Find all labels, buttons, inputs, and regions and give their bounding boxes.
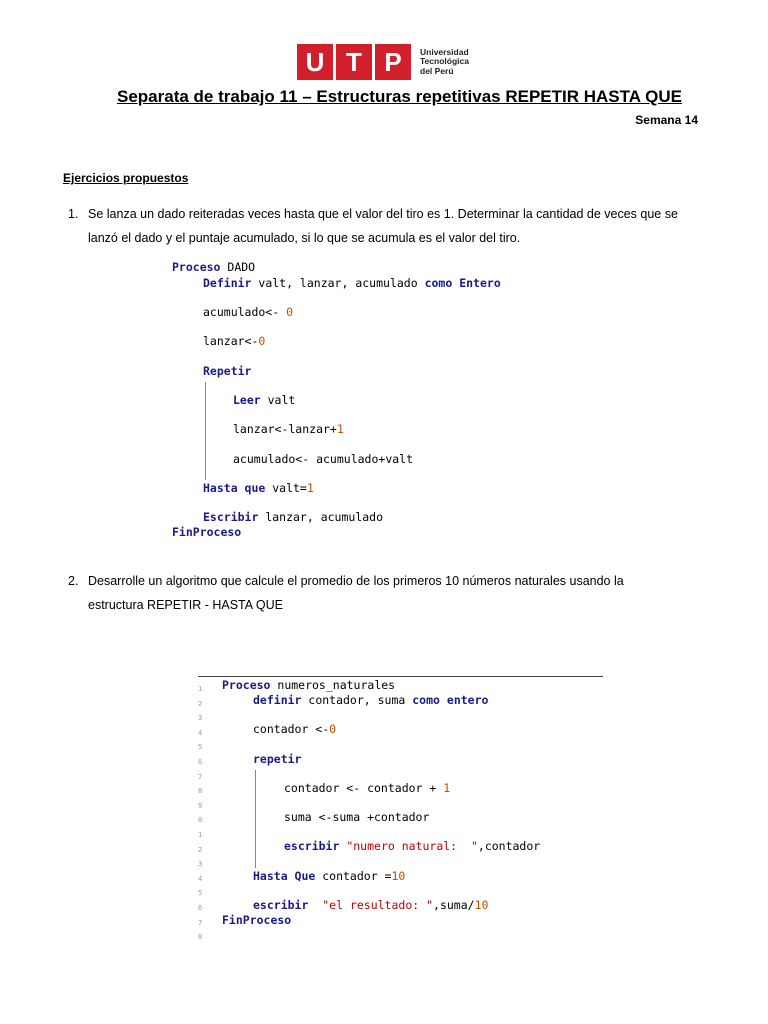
code-line: Escribir lanzar, acumulado bbox=[203, 510, 384, 524]
line-number: 3 bbox=[198, 714, 203, 723]
section-heading: Ejercicios propuestos bbox=[63, 171, 189, 185]
code-line: definir contador, suma como entero bbox=[253, 693, 489, 707]
exercise-line: estructura REPETIR - HASTA QUE bbox=[88, 598, 283, 612]
utp-logo bbox=[297, 44, 469, 80]
line-number: 9 bbox=[198, 801, 203, 810]
logo-letter-t: T bbox=[336, 44, 372, 80]
logo-line-1: Universidad bbox=[420, 46, 469, 57]
line-number: 1 bbox=[198, 830, 203, 839]
line-number: 1 bbox=[198, 685, 203, 693]
line-number: 4 bbox=[198, 874, 203, 883]
line-number: 2 bbox=[198, 845, 203, 854]
line-number: 5 bbox=[198, 743, 203, 752]
logo-text bbox=[420, 48, 469, 77]
line-number-gutter bbox=[198, 682, 206, 945]
code-line: Proceso numeros_naturales bbox=[222, 678, 396, 692]
code-line: escribir "numero natural: ",contador bbox=[284, 839, 541, 853]
exercise-number: 2. bbox=[68, 574, 79, 588]
line-number: 5 bbox=[198, 889, 203, 898]
code-line: contador <-0 bbox=[253, 722, 337, 736]
exercise-number: 1. bbox=[68, 207, 79, 221]
code-line: escribir "el resultado: ",suma/10 bbox=[253, 898, 489, 912]
line-number: 8 bbox=[198, 933, 203, 942]
code-line: lanzar<-lanzar+1 bbox=[233, 422, 344, 436]
code-line: Proceso DADO bbox=[172, 260, 256, 274]
code-line: FinProceso bbox=[172, 525, 242, 539]
logo-letter-p: P bbox=[375, 44, 411, 80]
line-number: 7 bbox=[198, 772, 203, 781]
code-line: Definir valt, lanzar, acumulado como Entero bbox=[203, 276, 501, 290]
line-number: 4 bbox=[198, 728, 203, 737]
page-title: Separata de trabajo 11 – Estructuras repetitivas REPETIR HASTA QUE bbox=[117, 87, 682, 106]
line-number: 3 bbox=[198, 860, 203, 869]
code-line: Leer valt bbox=[233, 393, 296, 407]
logo-letter-u: U bbox=[297, 44, 333, 80]
code-border bbox=[198, 676, 603, 677]
code-line: Repetir bbox=[203, 364, 252, 378]
code-line: suma <-suma +contador bbox=[284, 810, 430, 824]
code-line: Hasta Que contador =10 bbox=[253, 869, 406, 883]
line-number: 2 bbox=[198, 699, 203, 708]
code-line: FinProceso bbox=[222, 913, 292, 927]
logo-line-2: Tecnológica bbox=[420, 56, 469, 67]
line-number: 7 bbox=[198, 918, 203, 927]
week-label: Semana 14 bbox=[635, 113, 698, 127]
logo-line-3: del Perú bbox=[420, 65, 454, 76]
exercise-2 bbox=[68, 569, 708, 617]
indent-guide bbox=[205, 382, 206, 480]
code-line: contador <- contador + 1 bbox=[284, 781, 451, 795]
line-number: 6 bbox=[198, 903, 203, 912]
exercise-line: Desarrolle un algoritmo que calcule el promedio de los primeros 10 números naturales usando la bbox=[88, 574, 624, 588]
exercise-line: Se lanza un dado reiteradas veces hasta que el valor del tiro es 1. Determinar la cantidad de veces que se bbox=[88, 207, 678, 221]
code-line: acumulado<- 0 bbox=[203, 305, 294, 319]
code-line: Hasta que valt=1 bbox=[203, 481, 314, 495]
exercise-1 bbox=[68, 202, 708, 250]
indent-guide bbox=[255, 770, 256, 868]
line-number: 6 bbox=[198, 757, 203, 766]
code-line: repetir bbox=[253, 752, 302, 766]
line-number: 8 bbox=[198, 787, 203, 796]
code-line: acumulado<- acumulado+valt bbox=[233, 452, 414, 466]
line-number: 0 bbox=[198, 816, 203, 825]
code-block-dado bbox=[172, 260, 592, 545]
code-block-numeros-naturales bbox=[222, 678, 602, 943]
code-line: lanzar<-0 bbox=[203, 334, 266, 348]
exercise-line: lanzó el dado y el puntaje acumulado, si lo que se acumula es el valor del tiro. bbox=[88, 231, 521, 245]
